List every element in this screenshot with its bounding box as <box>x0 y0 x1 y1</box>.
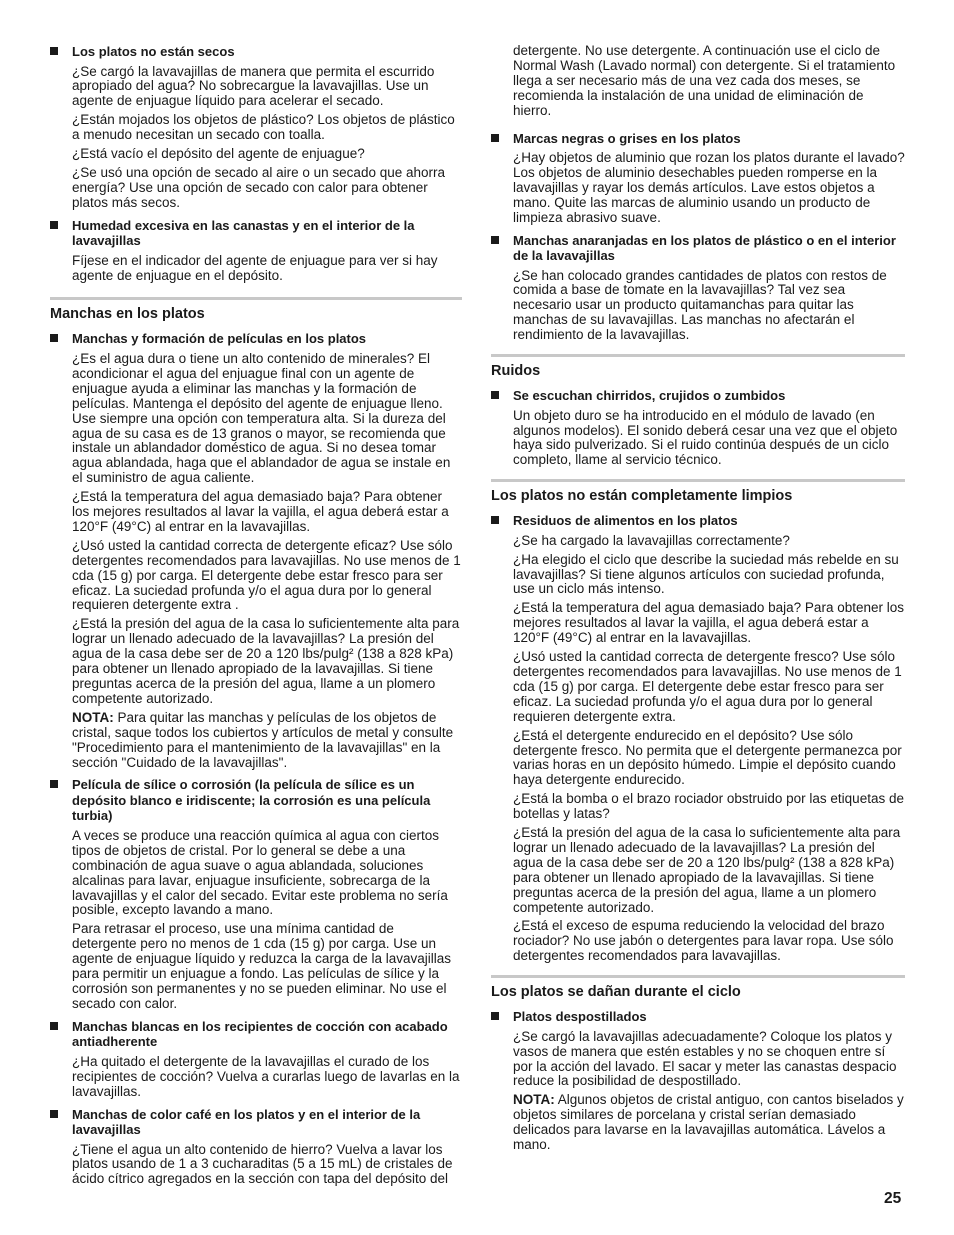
paragraph: ¿Está la temperatura del agua demasiado baja? Para obtener los mejores resultados al lavar la vajilla, el agua deberá estar a 120°F (49°C) al entrar en la lavavajillas. <box>72 489 449 534</box>
paragraph: ¿Usó usted la cantidad correcta de detergente fresco? Use sólo detergentes recomendados para lavavajillas. No use menos de 1 cda (15 g) por carga. El detergente debe estar fresco para ser eficaz. La suciedad profunda y/o el agua dura por lo general requieren detergente extra. <box>513 649 902 724</box>
section-manchas <box>50 297 462 1187</box>
square-bullet-icon <box>50 780 58 788</box>
section-divider <box>491 479 905 482</box>
paragraph: ¿Se cargó la lavavajillas adecuadamente? Coloque los platos y vasos de manera que estén estables y no se choquen entre sí por la acción del lavado. El sacar y meter las canastas despacio reduce la posibilidad de despostillado. <box>513 1028 897 1089</box>
page-number: 25 <box>884 1190 902 1207</box>
section-title: Los platos no están completamente limpios <box>491 488 793 505</box>
item-humedad-excesiva <box>50 218 462 284</box>
paragraph: ¿Está la presión del agua de la casa lo suficientemente alta para lograr un llenado adecuado de la lavavajillas? La presión del agua de la casa debe ser de 20 a 120 lbs/pulg² (138 a 828 kPa) para obtener un llenado apropiado de la lavavajillas. Si tiene preguntas acerca de la presión del agua, llame a un plomero competente autorizado. <box>513 825 901 915</box>
note-label: NOTA: <box>72 709 114 725</box>
paragraph: ¿Está la temperatura del agua demasiado baja? Para obtener los mejores resultados al lavar la vajilla, el agua deberá estar a 120°F (49°C) al entrar en la lavavajillas. <box>513 600 904 646</box>
paragraph: ¿Están mojados los objetos de plástico? Los objetos de plástico a menudo necesitan un secado con toalla. <box>72 112 455 143</box>
paragraph: ¿Se cargó la lavavajillas de manera que permita el escurrido apropiado del agua? No sobrecargue la lavavajillas. Use un agente de enjuague líquido para acelerar el secado. <box>72 63 435 109</box>
square-bullet-icon <box>491 516 499 524</box>
paragraph: ¿Es el agua dura o tiene un alto contenido de minerales? El acondicionar el agua del enjuague final con un agente de enjuague ayuda a eliminar las manchas y la formación de películas. Mantenga el depósito del agente de enjuague lleno. Use siempre una opción con temperatura alta. Si la dureza del agua de su casa es de 13 granos o mayor, se recomienda que instale un ablandador doméstico de agua. Si no desea tomar agua ablandada, haga que el ablandador de agua se instale en el suministro de agua caliente. <box>72 350 451 486</box>
section-divider <box>491 975 905 978</box>
continuation-paragraph: detergente. No use detergente. A continuación use el ciclo de Normal Wash (Lavado normal) con detergente. Si el tratamiento llega a ser necesario más de una vez cada dos meses, se recomienda la instalación de una unidad de eliminación de hierro. <box>513 43 896 118</box>
note-paragraph <box>50 711 462 771</box>
item-title: Manchas anaranjadas en los platos de plástico o en el interior de la lavavajillas <box>491 233 905 264</box>
item-title: Se escuchan chirridos, crujidos o zumbidos <box>491 388 905 404</box>
section-divider <box>50 297 462 300</box>
section-divider <box>491 354 905 357</box>
item-title: Platos despostillados <box>491 1009 905 1025</box>
item-chirridos <box>491 388 905 468</box>
square-bullet-icon <box>491 1012 499 1020</box>
paragraph: ¿Está el detergente endurecido en el depósito? Use sólo detergente fresco. No permita que el detergente permanezca por varias horas en un depósito húmedo. Limpie el depósito cuando haya detergente endurecido. <box>513 727 902 788</box>
paragraph: ¿Ha quitado el detergente de la lavavajillas el curado de los recipientes de cocción? Vuelva a curarlas luego de lavarlas en la lavavajillas. <box>72 1053 460 1099</box>
square-bullet-icon <box>50 47 58 55</box>
paragraph: ¿Hay objetos de aluminio que rozan los platos durante el lavado? Los objetos de aluminio desechables pueden romperse en la lavavajillas y rayar los demás artículos. Lave estos objetos a mano. Quite las marcas de aluminio usando un producto de limpieza abrasivo suave. <box>513 150 905 225</box>
item-marcas-negras <box>491 131 905 226</box>
item-title: Manchas de color café en los platos y en el interior de la lavavajillas <box>50 1107 462 1138</box>
section-platos-danan <box>491 975 905 1153</box>
paragraph: A veces se produce una reacción química al agua con ciertos tipos de objetos de cristal. Por lo general se debe a una combinación de agua suave o agua ablandada, soluciones alcalinas para lavar, enjuague insuficiente, sobrecarga de la lavavajillas y el calor del secado. Evitar este problema no sería posible, excepto lavando a mano. <box>72 827 448 918</box>
paragraph: ¿Se ha cargado la lavavajillas correctamente? <box>513 532 790 548</box>
paragraph: Un objeto duro se ha introducido en el módulo de lavado (en algunos modelos). El sonido deberá cesar una vez que el objeto haya sido pulverizado. Si el ruido continúa después de un ciclo completo, llame al servicio técnico. <box>513 407 898 468</box>
item-platos-despostillados <box>491 1009 905 1153</box>
paragraph: ¿Está la bomba o el brazo rociador obstruido por las etiquetas de botellas y latas? <box>513 791 904 822</box>
paragraph: Para retrasar el proceso, use una mínima cantidad de detergente pero no menos de 1 cda (15 g) por carga. Use un agente de enjuague líquido y reduzca la carga de la lavavajillas para permitir un enjuague a fondo. Las películas de sílice y la corrosión son permanentes y no se pueden eliminar. No use el secado con calor. <box>72 921 452 1011</box>
item-title: Manchas blancas en los recipientes de cocción con acabado antiadherente <box>50 1019 462 1050</box>
item-title: Humedad excesiva en las canastas y en el interior de la lavavajillas <box>50 218 462 249</box>
paragraph: ¿Se han colocado grandes cantidades de platos con restos de comida a base de tomate en la lavavajillas? Tal vez sea necesario usar un producto quitamanchas para quitar las manchas de su lavavajillas. Las manchas no afectarán el rendimiento de la lavavajillas. <box>513 267 887 343</box>
item-pelicula-silice <box>50 777 462 1011</box>
paragraph: ¿Se usó una opción de secado al aire o un secado que ahorra energía? Use una opción de secado con calor para obtener platos más secos. <box>72 164 446 210</box>
paragraph: ¿Usó usted la cantidad correcta de detergente eficaz? Use sólo detergentes recomendados para lavavajillas. No use menos de 1 cda (15 g) por carga. El detergente debe estar fresco para ser eficaz. La suciedad profunda y/o el agua dura por lo general requieren detergente extra . <box>72 537 461 613</box>
square-bullet-icon <box>491 236 499 244</box>
left-column <box>50 44 462 1191</box>
square-bullet-icon <box>50 221 58 229</box>
note-label: NOTA: <box>513 1092 555 1108</box>
paragraph: ¿Tiene el agua un alto contenido de hierro? Vuelva a lavar los platos usando de 1 a 3 cucharaditas (5 a 15 mL) de cristales de ácido cítrico agregados en la sección con tapa del depósito del <box>72 1141 453 1187</box>
square-bullet-icon <box>491 391 499 399</box>
paragraph: ¿Está el exceso de espuma reduciendo la velocidad del brazo rociador? No use jabón o detergentes para lavar ropa. Use sólo detergentes recomendados para lavavajillas. <box>513 918 894 964</box>
paragraph: Fíjese en el indicador del agente de enjuague para ver si hay agente de enjuague en el depósito. <box>72 252 438 283</box>
section-no-limpios <box>491 479 905 964</box>
item-manchas-blancas <box>50 1019 462 1100</box>
item-residuos-alimentos <box>491 513 905 964</box>
paragraph: ¿Está la presión del agua de la casa lo suficientemente alta para lograr un llenado adecuado de la lavavajillas? La presión del agua de la casa debe ser de 20 a 120 lbs/pulg² (138 a 828 kPa) para obtener un llenado apropiado de la lavavajillas. Si tiene preguntas acerca de la presión del agua, llame a un plomero competente autorizado. <box>72 616 460 706</box>
square-bullet-icon <box>50 1110 58 1118</box>
square-bullet-icon <box>491 134 499 142</box>
note-text: Algunos objetos de cristal antiguo, con cantos biselados y objetos similares de porcelana y cristal serían demasiado delicados para lavarse en la lavavajillas automática. Lávelos a mano. <box>513 1092 904 1153</box>
section-ruidos <box>491 354 905 468</box>
item-title: Residuos de alimentos en los platos <box>491 513 905 529</box>
note-text: Para quitar las manchas y películas de los objetos de cristal, saque todos los cubiertos y artículos de metal y consulte "Procedimiento para el mantenimiento de la lavavajillas" en la sección "Cuidado de la lavavajillas". <box>72 709 454 770</box>
item-platos-no-secos <box>50 44 462 211</box>
item-title: Manchas y formación de películas en los platos <box>50 331 462 347</box>
item-title: Los platos no están secos <box>50 44 462 60</box>
square-bullet-icon <box>50 334 58 342</box>
section-title: Los platos se dañan durante el ciclo <box>491 984 741 1001</box>
paragraph: ¿Ha elegido el ciclo que describe la suciedad más rebelde en su lavavajillas? Si tiene algunos artículos con suciedad profunda, use un ciclo más intenso. <box>513 551 899 597</box>
item-manchas-anaranjadas <box>491 233 905 344</box>
section-title: Ruidos <box>491 363 541 380</box>
square-bullet-icon <box>50 1022 58 1030</box>
item-manchas-cafe <box>50 1107 462 1188</box>
note-paragraph <box>491 1093 905 1153</box>
item-title: Película de sílice o corrosión (la película de sílice es un depósito blanco e iridiscente; la corrosión es una película turbia) <box>50 777 462 824</box>
item-title: Marcas negras o grises en los platos <box>491 131 905 147</box>
right-column <box>491 44 905 1157</box>
item-manchas-peliculas <box>50 331 462 770</box>
paragraph: ¿Está vacío el depósito del agente de enjuague? <box>72 146 365 162</box>
section-title: Manchas en los platos <box>50 306 205 323</box>
